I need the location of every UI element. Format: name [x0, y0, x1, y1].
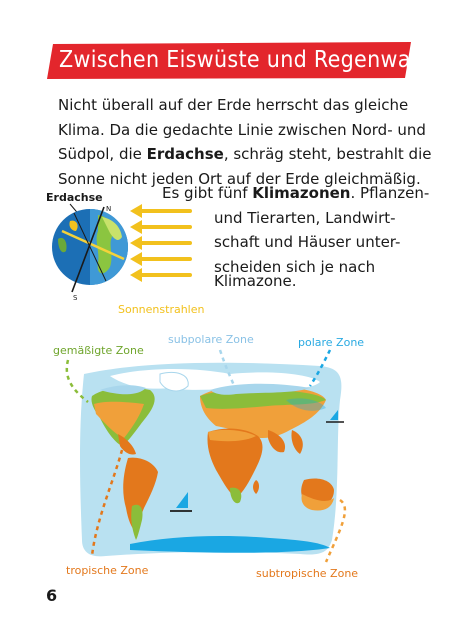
sun-ray-arrow: [130, 268, 192, 282]
paragraph-line: Es gibt fünf Klimazonen. Pflanzen-: [162, 184, 430, 202]
sun-ray-arrow: [130, 252, 192, 266]
page-title: Zwischen Eiswüste und Regenwald: [59, 47, 431, 73]
subtropisch-label: subtropische Zone: [256, 567, 359, 580]
paragraph-line: Südpol, die Erdachse, schräg steht, bestrahlt die: [58, 145, 432, 163]
paragraph-line: schaft und Häuser unter-: [214, 233, 401, 251]
paragraph-line: Sonne nicht jeden Ort auf der Erde gleichmäßig.: [58, 169, 421, 188]
sun-ray-arrow: [130, 204, 192, 218]
tropisch-label: tropische Zone: [66, 564, 149, 577]
paragraph-line: Klimazone.: [214, 272, 297, 290]
gemaessigt-label: gemäßigte Zone: [53, 344, 144, 357]
page-number: 6: [46, 586, 58, 605]
paragraph-line: Klima. Da die gedachte Linie zwischen Nord- und: [58, 120, 426, 139]
globe-illustration: [40, 185, 210, 320]
sun-rays: [130, 204, 192, 282]
sun-ray-arrow: [130, 236, 192, 250]
paragraph-line: und Tierarten, Landwirt-: [214, 208, 396, 227]
sun-ray-arrow: [130, 220, 192, 234]
north-label: N: [106, 205, 112, 213]
subpolar-label: subpolare Zone: [168, 333, 254, 346]
australia: [301, 478, 334, 510]
term-klimazonen: Klimazonen: [252, 184, 351, 202]
polar-label: polare Zone: [298, 336, 365, 349]
south-label: S: [73, 294, 78, 302]
erdachse-label: Erdachse: [46, 191, 103, 204]
paragraph-line: Nicht überall auf der Erde herrscht das gleiche: [58, 96, 409, 114]
world-map-illustration: [40, 330, 420, 585]
paragraph-line: scheiden sich je nach: [214, 257, 376, 276]
title-banner: [47, 42, 431, 80]
globe: [52, 209, 128, 285]
term-erdachse: Erdachse: [146, 145, 224, 163]
sonnenstrahlen-label: Sonnenstrahlen: [118, 303, 205, 316]
